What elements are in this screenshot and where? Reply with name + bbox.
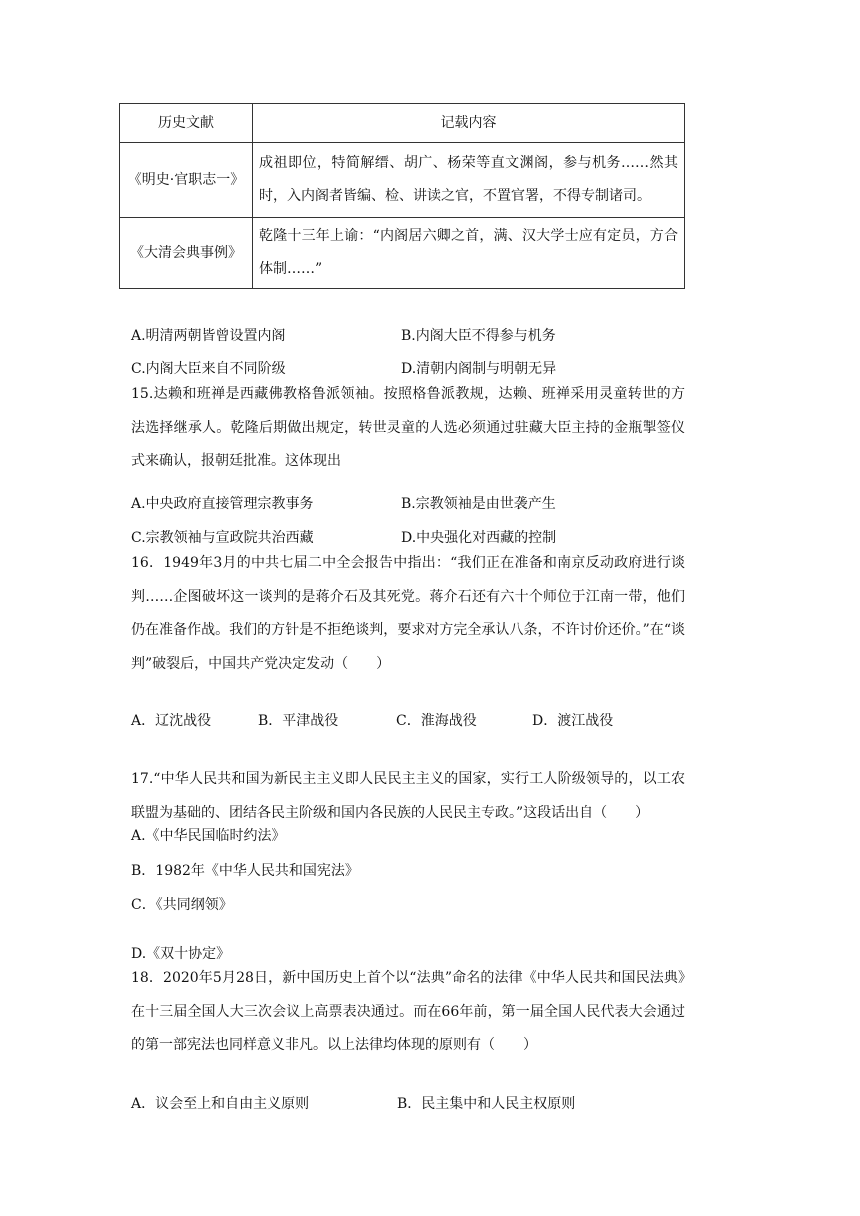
history-documents-table [119, 103, 685, 289]
q14-option-c: C.内阁大臣来自不同阶级 [131, 361, 286, 377]
q16-option-d: D．渡江战役 [532, 713, 614, 729]
q16-option-b: B．平津战役 [258, 713, 339, 729]
q15-option-d: D.中央强化对西藏的控制 [401, 530, 557, 546]
q18-option-b: B．民主集中和人民主权原则 [397, 1096, 576, 1112]
q18-stem: 18．2020年5月28日，新中国历史上首个以“法典”命名的法律《中华人民共和国民法典》在十三届全国人大三次会议上高票表决通过。而在66年前，第一届全国人民代表大会通过的第一部宪法也同样意义非凡。以上法律均体现的原则有（ ） [131, 970, 685, 1053]
row-source: 《明史·官职志一》 [120, 143, 253, 218]
header-source: 历史文献 [120, 104, 253, 143]
q14-option-d: D.清朝内阁制与明朝无异 [401, 361, 557, 377]
q15-option-c: C.宗教领袖与宣政院共治西藏 [131, 530, 314, 546]
row-content: 成祖即位，特简解缙、胡广、杨荣等直文渊阁，参与机务……然其时，入内阁者皆编、检、讲读之官，不置官署，不得专制诸司。 [253, 143, 685, 218]
header-content: 记载内容 [253, 104, 685, 143]
q16-options [131, 711, 685, 731]
q17-option-b: B．1982年《中华人民共和国宪法》 [131, 863, 359, 879]
table-header-row [120, 104, 685, 143]
q14-option-b: B.内阁大臣不得参与机务 [401, 328, 556, 344]
q18-option-a: A．议会至上和自由主义原则 [131, 1096, 310, 1112]
q15-option-b: B.宗教领袖是由世袭产生 [401, 496, 556, 512]
q16-option-c: C．淮海战役 [396, 713, 477, 729]
q17-option-d: D.《双十协定》 [131, 946, 231, 962]
q16-stem: 16．1949年3月的中共七届二中全会报告中指出：“我们正在准备和南京反动政府进行谈判……企图破坏这一谈判的是蒋介石及其死党。蒋介石还有六十个师位于江南一带，他们仍在准备作战。我们的方针是不拒绝谈判，要求对方完全承认八条，不许讨价还价。”在“谈判”破裂后，中国共产党决定发动（ ） [131, 555, 685, 672]
q15-stem: 15.达赖和班禅是西藏佛教格鲁派领袖。按照格鲁派教规，达赖、班禅采用灵童转世的方法选择继承人。乾隆后期做出规定，转世灵童的人选必须通过驻藏大臣主持的金瓶掣签仪式来确认，报朝廷批准。这体现出 [131, 386, 685, 469]
q15-option-a: A.中央政府直接管理宗教事务 [131, 496, 314, 512]
q17-stem: 17.“中华人民共和国为新民主主义即人民民主主义的国家，实行工人阶级领导的，以工农联盟为基础的、团结各民主阶级和国内各民族的人民民主专政。”这段话出自（ ） [131, 771, 685, 821]
q16-option-a: A．辽沈战役 [131, 713, 212, 729]
row-source: 《大清会典事例》 [120, 218, 253, 289]
table-row [120, 218, 685, 289]
q14-option-a: A.明清两朝皆曾设置内阁 [131, 328, 286, 344]
table-row [120, 143, 685, 218]
q17-option-c: C．《共同纲领》 [131, 897, 233, 913]
q17-option-a: A.《中华民国临时约法》 [131, 828, 286, 844]
row-content: 乾隆十三年上谕：“内阁居六卿之首，满、汉大学士应有定员，方合体制……” [253, 218, 685, 289]
